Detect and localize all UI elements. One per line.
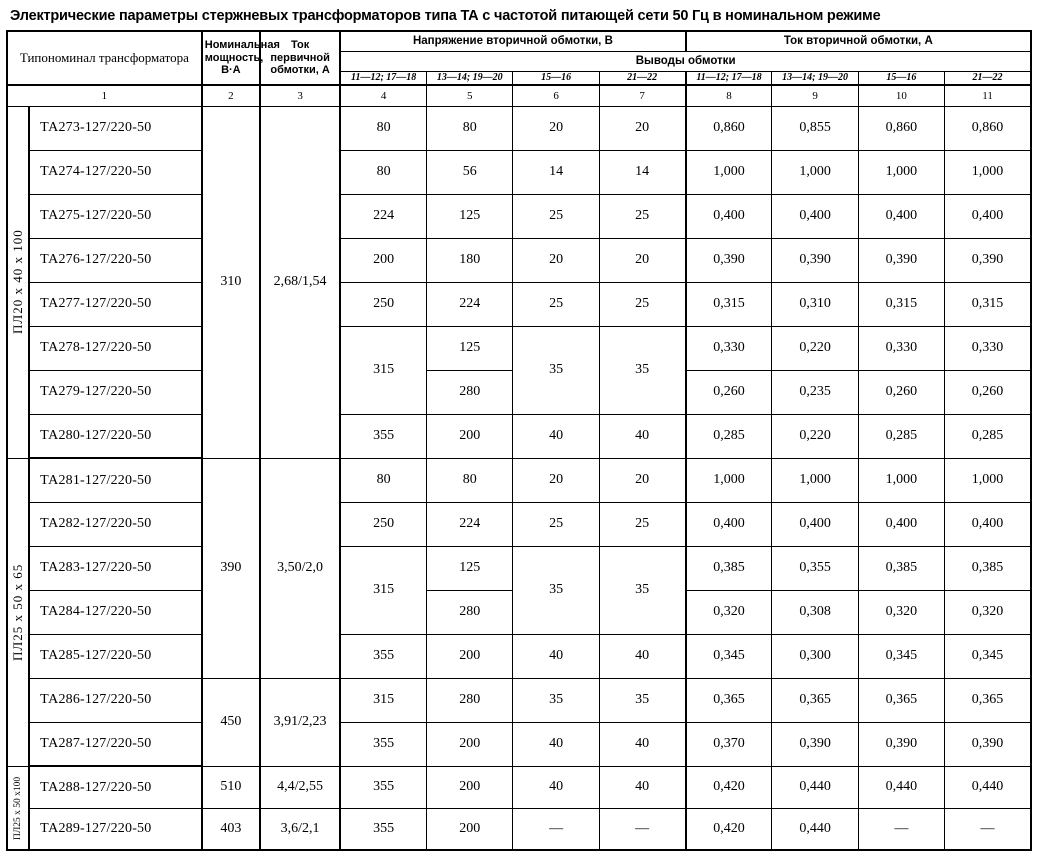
- cell-v4: —: [599, 808, 685, 850]
- cell-i2: 0,300: [772, 634, 858, 678]
- cell-i3: 0,400: [858, 502, 944, 546]
- row-type: ТА283-127/220-50: [29, 546, 202, 590]
- case-group-2: ПЛ25 х 50 х 65: [7, 458, 29, 766]
- header-primary-current: Ток первичной обмотки, А: [260, 31, 340, 85]
- cell-i2: 1,000: [772, 150, 858, 194]
- cell-v3: 40: [513, 634, 599, 678]
- cell-i4: 0,345: [945, 634, 1031, 678]
- cell-i2: 0,440: [772, 766, 858, 808]
- header-tap-1: 11—12; 17—18: [340, 72, 426, 85]
- row-type: ТА277-127/220-50: [29, 282, 202, 326]
- cell-i4: 1,000: [945, 150, 1031, 194]
- cell-i1: 0,365: [686, 678, 772, 722]
- row-type: ТА288-127/220-50: [29, 766, 202, 808]
- cell-i1: 0,420: [686, 766, 772, 808]
- cell-v1: 355: [340, 766, 426, 808]
- cell-v2: 56: [427, 150, 513, 194]
- cell-i3: 0,400: [858, 194, 944, 238]
- header-num-10: 10: [858, 85, 944, 107]
- header-num-7: 7: [599, 85, 685, 107]
- table-row: [7, 238, 1031, 282]
- cell-v4: 40: [599, 634, 685, 678]
- header-num-8: 8: [686, 85, 772, 107]
- cell-i3: 0,285: [858, 414, 944, 458]
- row-type: ТА275-127/220-50: [29, 194, 202, 238]
- cell-i3: 0,320: [858, 590, 944, 634]
- cell-i4: 0,365: [945, 678, 1031, 722]
- cell-v4: 20: [599, 238, 685, 282]
- cell-i2: 0,390: [772, 238, 858, 282]
- cell-i4: 0,315: [945, 282, 1031, 326]
- cell-i4: 0,285: [945, 414, 1031, 458]
- cell-v3: 25: [513, 194, 599, 238]
- cell-i1: 0,330: [686, 326, 772, 370]
- header-num-3: 3: [260, 85, 340, 107]
- cell-v2: 224: [427, 282, 513, 326]
- cell-v3: 20: [513, 238, 599, 282]
- cell-i1: 1,000: [686, 150, 772, 194]
- cell-v4: 35: [599, 546, 685, 634]
- header-power: Номинальная мощность, В·А: [202, 31, 260, 85]
- header-group-voltage: Напряжение вторичной обмотки, В: [340, 31, 685, 52]
- cell-v3: 35: [513, 546, 599, 634]
- cell-v4: 14: [599, 150, 685, 194]
- row-type: ТА278-127/220-50: [29, 326, 202, 370]
- cell-i3: 0,390: [858, 722, 944, 766]
- table-row: [7, 150, 1031, 194]
- cell-v4: 25: [599, 282, 685, 326]
- primary-current-group-5: 3,6/2,1: [260, 808, 340, 850]
- row-type: ТА284-127/220-50: [29, 590, 202, 634]
- cell-v4: 20: [599, 106, 685, 150]
- table-row: [7, 326, 1031, 370]
- cell-v1: 315: [340, 326, 426, 414]
- cell-i3: 0,330: [858, 326, 944, 370]
- case-group-1: ПЛ20 х 40 х 100: [7, 106, 29, 458]
- cell-v1: 250: [340, 282, 426, 326]
- header-num-6: 6: [513, 85, 599, 107]
- cell-i3: 0,365: [858, 678, 944, 722]
- cell-v2: 200: [427, 766, 513, 808]
- header-num-11: 11: [945, 85, 1031, 107]
- cell-v1: 250: [340, 502, 426, 546]
- cell-i2: 0,365: [772, 678, 858, 722]
- primary-current-group-2: 3,50/2,0: [260, 458, 340, 678]
- header-tap-2: 13—14; 19—20: [427, 72, 513, 85]
- page-title: Электрические параметры стержневых трансформаторов типа ТА с частотой питающей сети 50 Гц в номинальном режиме: [10, 8, 881, 24]
- cell-v1: 315: [340, 546, 426, 634]
- cell-i2: 1,000: [772, 458, 858, 502]
- cell-i4: 0,320: [945, 590, 1031, 634]
- cell-v3: —: [513, 808, 599, 850]
- cell-v3: 25: [513, 282, 599, 326]
- cell-i3: 0,260: [858, 370, 944, 414]
- row-type: ТА285-127/220-50: [29, 634, 202, 678]
- cell-i1: 0,385: [686, 546, 772, 590]
- table-row: [7, 634, 1031, 678]
- cell-i1: 0,420: [686, 808, 772, 850]
- header-group-current: Ток вторичной обмотки, А: [686, 31, 1031, 52]
- cell-v4: 25: [599, 502, 685, 546]
- table-row: [7, 722, 1031, 766]
- table-head: [7, 31, 1031, 106]
- header-num-1: 1: [7, 85, 202, 107]
- cell-v2: 200: [427, 722, 513, 766]
- header-tap-8: 21—22: [945, 72, 1031, 85]
- cell-i2: 0,235: [772, 370, 858, 414]
- cell-i1: 0,320: [686, 590, 772, 634]
- cell-v2: 125: [427, 546, 513, 590]
- header-num-5: 5: [427, 85, 513, 107]
- header-tap-6: 13—14; 19—20: [772, 72, 858, 85]
- header-num-2: 2: [202, 85, 260, 107]
- power-group-4: 510: [202, 766, 260, 808]
- cell-v1: 224: [340, 194, 426, 238]
- cell-i1: 0,370: [686, 722, 772, 766]
- cell-i4: —: [945, 808, 1031, 850]
- cell-i3: 1,000: [858, 150, 944, 194]
- cell-i2: 0,390: [772, 722, 858, 766]
- cell-i1: 0,285: [686, 414, 772, 458]
- power-group-2: 390: [202, 458, 260, 678]
- cell-i3: 0,440: [858, 766, 944, 808]
- cell-v4: 25: [599, 194, 685, 238]
- cell-v2: 125: [427, 194, 513, 238]
- cell-v2: 280: [427, 590, 513, 634]
- cell-v2: 280: [427, 370, 513, 414]
- table-row: [7, 546, 1031, 590]
- cell-i4: 1,000: [945, 458, 1031, 502]
- cell-v3: 40: [513, 766, 599, 808]
- cell-v1: 80: [340, 150, 426, 194]
- row-type: ТА276-127/220-50: [29, 238, 202, 282]
- cell-i1: 0,390: [686, 238, 772, 282]
- cell-v1: 80: [340, 106, 426, 150]
- cell-i4: 0,385: [945, 546, 1031, 590]
- cell-v3: 20: [513, 458, 599, 502]
- table-body: [7, 106, 1031, 850]
- cell-v1: 80: [340, 458, 426, 502]
- cell-v3: 40: [513, 414, 599, 458]
- table-row: [7, 106, 1031, 150]
- cell-i2: 0,855: [772, 106, 858, 150]
- cell-v1: 315: [340, 678, 426, 722]
- cell-v4: 40: [599, 766, 685, 808]
- header-num-9: 9: [772, 85, 858, 107]
- cell-i3: 0,385: [858, 546, 944, 590]
- table-row: [7, 678, 1031, 722]
- cell-v2: 200: [427, 808, 513, 850]
- table-row: [7, 414, 1031, 458]
- row-type: ТА282-127/220-50: [29, 502, 202, 546]
- cell-i1: 1,000: [686, 458, 772, 502]
- cell-i4: 0,860: [945, 106, 1031, 150]
- row-type: ТА274-127/220-50: [29, 150, 202, 194]
- cell-i2: 0,355: [772, 546, 858, 590]
- cell-i1: 0,400: [686, 194, 772, 238]
- cell-i3: 0,390: [858, 238, 944, 282]
- header-num-4: 4: [340, 85, 426, 107]
- cell-v3: 35: [513, 678, 599, 722]
- power-group-5: 403: [202, 808, 260, 850]
- power-group-3: 450: [202, 678, 260, 766]
- cell-i4: 0,400: [945, 502, 1031, 546]
- cell-v3: 25: [513, 502, 599, 546]
- primary-current-group-3: 3,91/2,23: [260, 678, 340, 766]
- row-type: ТА279-127/220-50: [29, 370, 202, 414]
- cell-v2: 224: [427, 502, 513, 546]
- cell-i2: 0,440: [772, 808, 858, 850]
- parameters-table: [6, 30, 1032, 851]
- cell-i2: 0,400: [772, 194, 858, 238]
- cell-v3: 14: [513, 150, 599, 194]
- header-tap-3: 15—16: [513, 72, 599, 85]
- table-row: [7, 808, 1031, 850]
- cell-v1: 355: [340, 634, 426, 678]
- cell-v2: 125: [427, 326, 513, 370]
- cell-v4: 35: [599, 326, 685, 414]
- table-row: [7, 458, 1031, 502]
- cell-v4: 40: [599, 722, 685, 766]
- header-type: Типономинал трансформатора: [7, 31, 202, 85]
- cell-i1: 0,860: [686, 106, 772, 150]
- primary-current-group-1: 2,68/1,54: [260, 106, 340, 458]
- cell-v1: 200: [340, 238, 426, 282]
- cell-i1: 0,345: [686, 634, 772, 678]
- cell-i1: 0,400: [686, 502, 772, 546]
- table-row: [7, 502, 1031, 546]
- cell-v4: 20: [599, 458, 685, 502]
- header-tap-7: 15—16: [858, 72, 944, 85]
- cell-v2: 80: [427, 458, 513, 502]
- cell-i4: 0,260: [945, 370, 1031, 414]
- cell-i2: 0,220: [772, 414, 858, 458]
- header-subgroup-taps: Выводы обмотки: [340, 52, 1031, 72]
- row-type: ТА287-127/220-50: [29, 722, 202, 766]
- table-row: [7, 194, 1031, 238]
- cell-v2: 80: [427, 106, 513, 150]
- cell-v3: 35: [513, 326, 599, 414]
- cell-v2: 180: [427, 238, 513, 282]
- cell-i4: 0,400: [945, 194, 1031, 238]
- row-type: ТА286-127/220-50: [29, 678, 202, 722]
- cell-i3: —: [858, 808, 944, 850]
- cell-i1: 0,315: [686, 282, 772, 326]
- cell-i2: 0,400: [772, 502, 858, 546]
- cell-i2: 0,220: [772, 326, 858, 370]
- cell-i3: 1,000: [858, 458, 944, 502]
- header-number-row: [7, 85, 1031, 107]
- table-row: [7, 282, 1031, 326]
- cell-v1: 355: [340, 808, 426, 850]
- cell-v2: 200: [427, 414, 513, 458]
- cell-v3: 40: [513, 722, 599, 766]
- cell-v4: 35: [599, 678, 685, 722]
- cell-v3: 20: [513, 106, 599, 150]
- cell-i2: 0,308: [772, 590, 858, 634]
- cell-v2: 280: [427, 678, 513, 722]
- power-group-1: 310: [202, 106, 260, 458]
- row-type: ТА280-127/220-50: [29, 414, 202, 458]
- cell-i4: 0,390: [945, 722, 1031, 766]
- cell-i4: 0,440: [945, 766, 1031, 808]
- header-tap-4: 21—22: [599, 72, 685, 85]
- cell-i3: 0,860: [858, 106, 944, 150]
- cell-v2: 200: [427, 634, 513, 678]
- cell-v4: 40: [599, 414, 685, 458]
- header-tap-5: 11—12; 17—18: [686, 72, 772, 85]
- primary-current-group-4: 4,4/2,55: [260, 766, 340, 808]
- row-type: ТА281-127/220-50: [29, 458, 202, 502]
- row-type: ТА289-127/220-50: [29, 808, 202, 850]
- row-type: ТА273-127/220-50: [29, 106, 202, 150]
- cell-i2: 0,310: [772, 282, 858, 326]
- cell-i1: 0,260: [686, 370, 772, 414]
- cell-i3: 0,315: [858, 282, 944, 326]
- table-row: [7, 766, 1031, 808]
- cell-i3: 0,345: [858, 634, 944, 678]
- cell-i4: 0,330: [945, 326, 1031, 370]
- case-group-3: ПЛ25 х 50 х100: [7, 766, 29, 850]
- cell-i4: 0,390: [945, 238, 1031, 282]
- cell-v1: 355: [340, 414, 426, 458]
- cell-v1: 355: [340, 722, 426, 766]
